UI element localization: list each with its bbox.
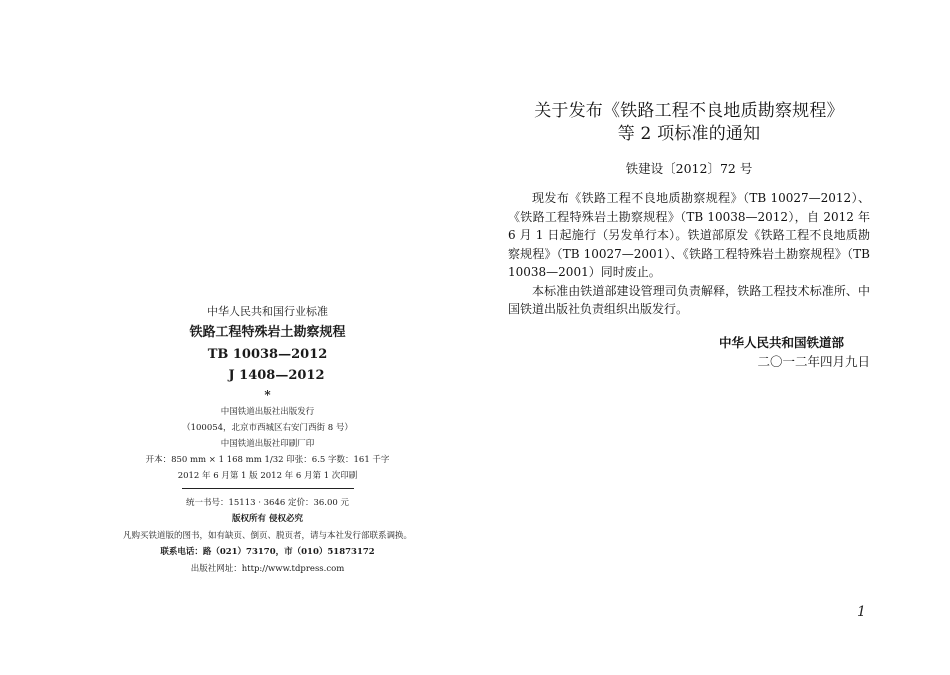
notice-paragraph-1: 现发布《铁路工程不良地质勘察规程》（TB 10027—2012）、《铁路工程特殊岩土勘察规程》（TB 10038—2012），自 2012 年 6 月 1 日起施行（另发单行本）。铁道部原发《铁路工程不良地质勘察规程》（TB 10027—2001）、《铁路工程特殊岩土勘察规程》（TB 10038—2001）同时废止。 — [508, 191, 870, 279]
separator-star: * — [264, 388, 271, 402]
return-notice: 凡购买铁道版的图书，如有缺页、倒页、脱页者，请与本社发行部联系调换。 — [122, 531, 412, 541]
notice-title-line1: 关于发布《铁路工程不良地质勘察规程》 — [534, 101, 844, 121]
notice-paragraph-2: 本标准由铁道部建设管理司负责解释，铁路工程技术标准所、中国铁道出版社负责组织出版发行。 — [508, 283, 870, 316]
notice-date: 二〇一二年四月九日 — [757, 353, 870, 369]
standard-code-j: J 1408—2012 — [228, 368, 325, 383]
page-number: 1 — [857, 604, 866, 620]
printer: 中国铁道出版社印刷厂印 — [220, 439, 315, 449]
copyright-imprint — [95, 302, 440, 577]
isbn-price: 统一书号：15113 · 3646 定价：36.00 元 — [185, 498, 350, 508]
rights-reserved: 版权所有 侵权必究 — [232, 514, 303, 524]
print-specs: 开本：850 mm × 1 168 mm 1/32 印张：6.5 字数：161 千字 — [145, 455, 390, 465]
publisher-address: （100054，北京市西城区右安门西街 8 号） — [182, 423, 353, 433]
signatory: 中华人民共和国铁道部 — [718, 334, 844, 350]
book-title: 铁路工程特殊岩土勘察规程 — [189, 325, 346, 340]
publisher-website: 出版社网址：http://www.tdpress.com — [190, 564, 345, 574]
imprint-divider — [182, 488, 354, 489]
contact-phone: 联系电话：路（021）73170，市（010）51873172 — [160, 547, 375, 557]
publisher: 中国铁道出版社出版发行 — [220, 407, 315, 417]
standard-series: 中华人民共和国行业标准 — [207, 305, 328, 318]
edition-info: 2012 年 6 月第 1 版 2012 年 6 月第 1 次印刷 — [177, 471, 358, 481]
document-number: 铁建设〔2012〕72 号 — [625, 161, 753, 176]
release-notice — [508, 100, 870, 371]
standard-code-tb: TB 10038—2012 — [207, 347, 328, 362]
notice-title-line2: 等 2 项标准的通知 — [617, 124, 761, 144]
